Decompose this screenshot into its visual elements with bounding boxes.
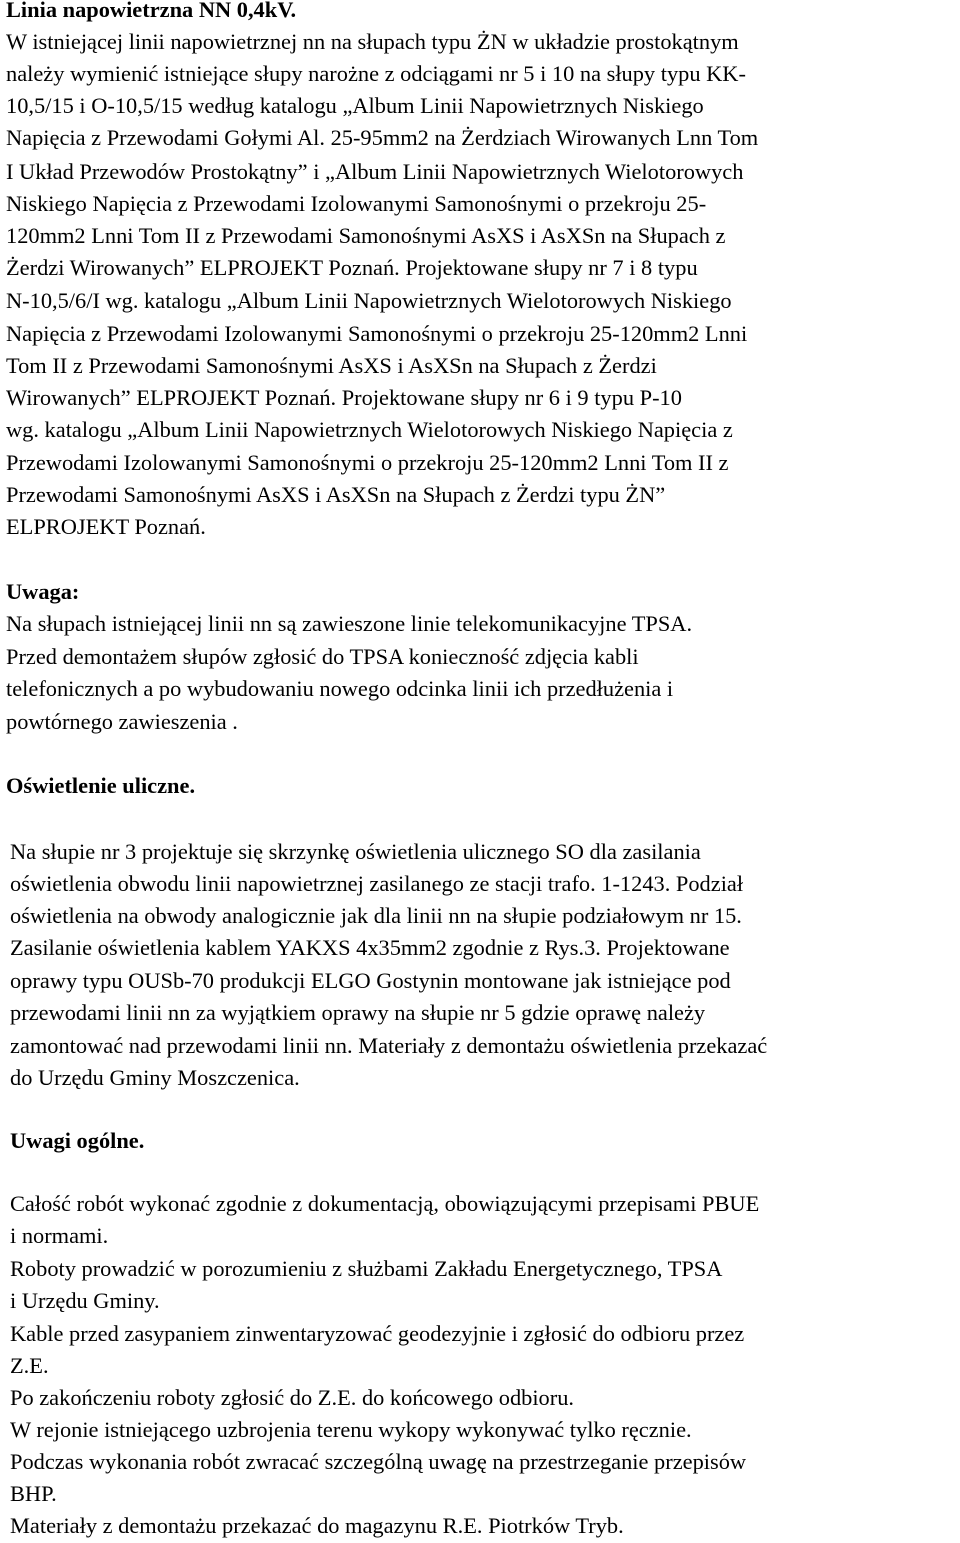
- general-heading: Uwagi ogólne.: [10, 1128, 145, 1153]
- paragraph-line: ELPROJEKT Poznań.: [6, 514, 206, 539]
- general-line: Z.E.: [10, 1353, 49, 1378]
- paragraph-line: 120mm2 Lnni Tom II z Przewodami Samonośnymi AsXS i AsXSn na Słupach z: [6, 223, 726, 248]
- paragraph-line: Wirowanych” ELPROJEKT Poznań. Projektowane słupy nr 6 i 9 typu P-10: [6, 385, 682, 410]
- lighting-heading: Oświetlenie uliczne.: [6, 773, 196, 798]
- general-line: Roboty prowadzić w porozumieniu z służbami Zakładu Energetycznego, TPSA: [10, 1256, 723, 1281]
- note-line: Przed demontażem słupów zgłosić do TPSA konieczność zdjęcia kabli: [6, 644, 639, 669]
- paragraph-line: Napięcia z Przewodami Izolowanymi Samonośnymi o przekroju 25-120mm2 Lnni: [6, 321, 748, 346]
- paragraph-line: Napięcia z Przewodami Gołymi Al. 25-95mm2 na Żerdziach Wirowanych Lnn Tom: [6, 125, 759, 150]
- lighting-line: Zasilanie oświetlenia kablem YAKXS 4x35mm2 zgodnie z Rys.3. Projektowane: [10, 935, 730, 960]
- paragraph-line: Przewodami Samonośnymi AsXS i AsXSn na Słupach z Żerdzi typu ŻN”: [6, 482, 666, 507]
- general-line: Po zakończeniu roboty zgłosić do Z.E. do końcowego odbioru.: [10, 1385, 574, 1410]
- section-heading-overhead-line: Linia napowietrzna NN 0,4kV.: [6, 0, 297, 22]
- paragraph-line: wg. katalogu „Album Linii Napowietrznych Wielotorowych Niskiego Napięcia z: [6, 417, 733, 442]
- paragraph-line: N-10,5/6/I wg. katalogu „Album Linii Napowietrznych Wielotorowych Niskiego: [6, 288, 732, 313]
- paragraph-line: należy wymienić istniejące słupy narożne z odciągami nr 5 i 10 na słupy typu KK-: [6, 61, 746, 86]
- paragraph-line: W istniejącej linii napowietrznej nn na słupach typu ŻN w układzie prostokątnym: [6, 29, 739, 54]
- lighting-line: oświetlenia obwodu linii napowietrznej zasilanego ze stacji trafo. 1-1243. Podział: [10, 871, 744, 896]
- note-line: Na słupach istniejącej linii nn są zawieszone linie telekomunikacyjne TPSA.: [6, 611, 693, 636]
- lighting-line: zamontować nad przewodami linii nn. Materiały z demontażu oświetlenia przekazać: [10, 1033, 768, 1058]
- paragraph-line: 10,5/15 i O-10,5/15 według katalogu „Album Linii Napowietrznych Niskiego: [6, 93, 704, 118]
- lighting-line: przewodami linii nn za wyjątkiem oprawy na słupie nr 5 gdzie oprawę należy: [10, 1000, 706, 1025]
- general-line: Kable przed zasypaniem zinwentaryzować geodezyjnie i zgłosić do odbioru przez: [10, 1321, 745, 1346]
- general-line: i normami.: [10, 1223, 109, 1248]
- lighting-line: oprawy typu OUSb-70 produkcji ELGO Gostynin montowane jak istniejące pod: [10, 968, 731, 993]
- lighting-line: do Urzędu Gminy Moszczenica.: [10, 1065, 300, 1090]
- note-heading: Uwaga:: [6, 579, 80, 604]
- paragraph-line: Niskiego Napięcia z Przewodami Izolowanymi Samonośnymi o przekroju 25-: [6, 191, 707, 216]
- paragraph-line: Żerdzi Wirowanych” ELPROJEKT Poznań. Projektowane słupy nr 7 i 8 typu: [6, 255, 698, 280]
- general-line: BHP.: [10, 1481, 57, 1506]
- general-line: Całość robót wykonać zgodnie z dokumentacją, obowiązującymi przepisami PBUE: [10, 1191, 760, 1216]
- paragraph-line: I Układ Przewodów Prostokątny” i „Album Linii Napowietrznych Wielotorowych: [6, 159, 744, 184]
- general-line: Materiały z demontażu przekazać do magazynu R.E. Piotrków Tryb.: [10, 1513, 624, 1538]
- note-line: powtórnego zawieszenia .: [6, 709, 238, 734]
- general-line: W rejonie istniejącego uzbrojenia terenu wykopy wykonywać tylko ręcznie.: [10, 1417, 692, 1442]
- general-line: i Urzędu Gminy.: [10, 1288, 160, 1313]
- paragraph-line: Przewodami Izolowanymi Samonośnymi o przekroju 25-120mm2 Lnni Tom II z: [6, 450, 729, 475]
- paragraph-line: Tom II z Przewodami Samonośnymi AsXS i AsXSn na Słupach z Żerdzi: [6, 353, 657, 378]
- note-line: telefonicznych a po wybudowaniu nowego odcinka linii ich przedłużenia i: [6, 676, 674, 701]
- lighting-line: oświetlenia na obwody analogicznie jak dla linii nn na słupie podziałowym nr 15.: [10, 903, 742, 928]
- lighting-line: Na słupie nr 3 projektuje się skrzynkę oświetlenia ulicznego SO dla zasilania: [10, 839, 701, 864]
- general-line: Podczas wykonania robót zwracać szczególną uwagę na przestrzeganie przepisów: [10, 1449, 747, 1474]
